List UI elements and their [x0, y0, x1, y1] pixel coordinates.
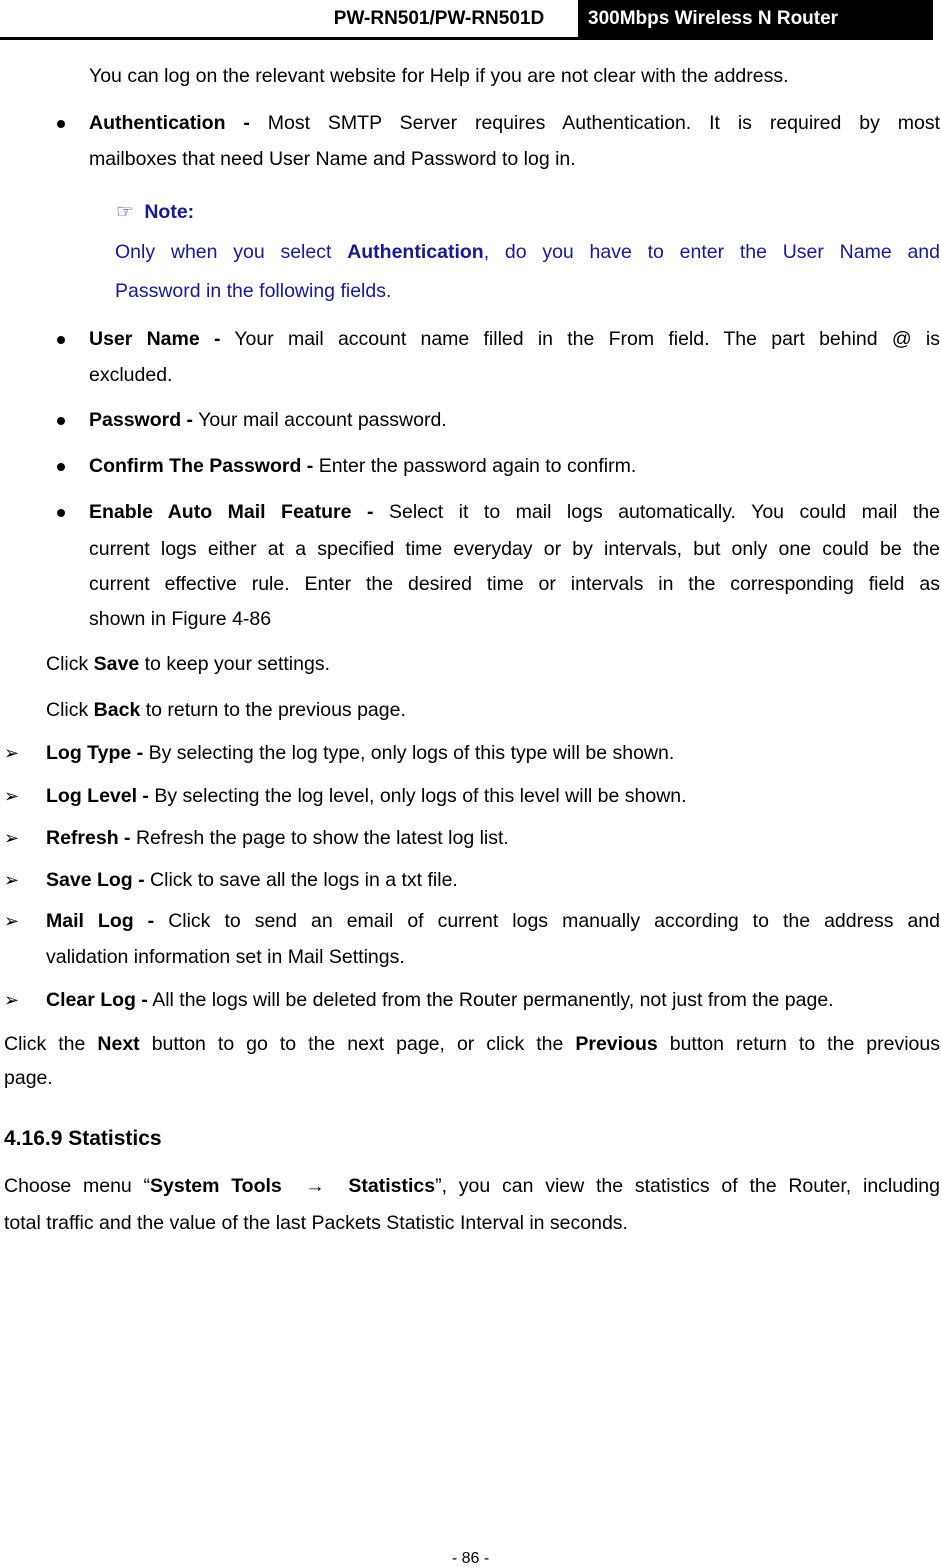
auth-line-2: mailboxes that need User Name and Password to log in. — [89, 148, 576, 170]
pointing-hand-icon: ☞ — [116, 201, 134, 223]
bullet-icon — [57, 336, 65, 344]
arrow-bullet-icon: ➢ — [4, 828, 20, 848]
arrow-bullet-icon: ➢ — [4, 743, 20, 763]
click-save-line: Click Save to keep your settings. — [46, 653, 330, 675]
next-line-1: Click the Next button to go to the next page, or click the Previous button return to the previous — [4, 1033, 941, 1055]
enable-line-3: current effective rule. Enter the desired time or intervals in the corresponding field as — [89, 573, 940, 595]
next-line-2: page. — [4, 1067, 53, 1089]
bullet-icon — [57, 417, 65, 425]
mail-log-line-2: validation information set in Mail Settings. — [46, 946, 405, 968]
confirm-line: Confirm The Password - Enter the password again to confirm. — [89, 455, 637, 477]
section-heading: 4.16.9 Statistics — [4, 1127, 162, 1150]
click-back-line: Click Back to return to the previous page. — [46, 699, 406, 721]
choose-line-1: Choose menu “System Tools → Statistics”, you can view the statistics of the Router, including — [4, 1175, 940, 1197]
username-line-1: User Name - Your mail account name filled in the From field. The part behind @ is — [89, 328, 940, 350]
bullet-icon — [57, 509, 65, 517]
auth-line-1: Authentication - Most SMTP Server requires Authentication. It is required by most — [89, 112, 940, 134]
enable-line-2: current logs either at a specified time everyday or by intervals, but only one could be the — [89, 538, 940, 560]
bullet-icon — [57, 463, 65, 471]
arrow-bullet-icon: ➢ — [4, 911, 20, 931]
note-line-2: Password in the following fields. — [115, 280, 392, 302]
header-product: 300Mbps Wireless N Router — [578, 0, 933, 40]
mail-log-line-1: Mail Log - Click to send an email of current logs manually according to the address and — [46, 910, 940, 932]
enable-line-1: Enable Auto Mail Feature - Select it to mail logs automatically. You could mail the — [89, 501, 940, 523]
enable-line-4: shown in Figure 4-86 — [89, 608, 272, 630]
log-level-line: Log Level - By selecting the log level, only logs of this level will be shown. — [46, 785, 687, 807]
note-line-1: Only when you select Authentication, do you have to enter the User Name and — [115, 241, 940, 263]
save-log-line: Save Log - Click to save all the logs in a txt file. — [46, 869, 458, 891]
arrow-bullet-icon: ➢ — [4, 870, 20, 890]
header-model: PW-RN501/PW-RN501D — [333, 8, 545, 29]
log-type-line: Log Type - By selecting the log type, only logs of this type will be shown. — [46, 742, 675, 764]
help-line: You can log on the relevant website for Help if you are not clear with the address. — [89, 65, 789, 87]
choose-line-2: total traffic and the value of the last Packets Statistic Interval in seconds. — [4, 1212, 628, 1234]
page-number: - 86 - — [451, 1550, 490, 1567]
username-line-2: excluded. — [89, 364, 173, 386]
password-line: Password - Your mail account password. — [89, 409, 447, 431]
arrow-bullet-icon: ➢ — [4, 786, 20, 806]
bullet-icon — [57, 120, 65, 128]
clear-log-line: Clear Log - All the logs will be deleted from the Router permanently, not just from the page. — [46, 989, 834, 1011]
arrow-bullet-icon: ➢ — [4, 990, 20, 1010]
arrow-icon: → — [305, 1175, 325, 1197]
refresh-line: Refresh - Refresh the page to show the latest log list. — [46, 827, 509, 849]
note-heading: ☞ Note: — [116, 201, 195, 223]
header-rule — [0, 37, 933, 40]
